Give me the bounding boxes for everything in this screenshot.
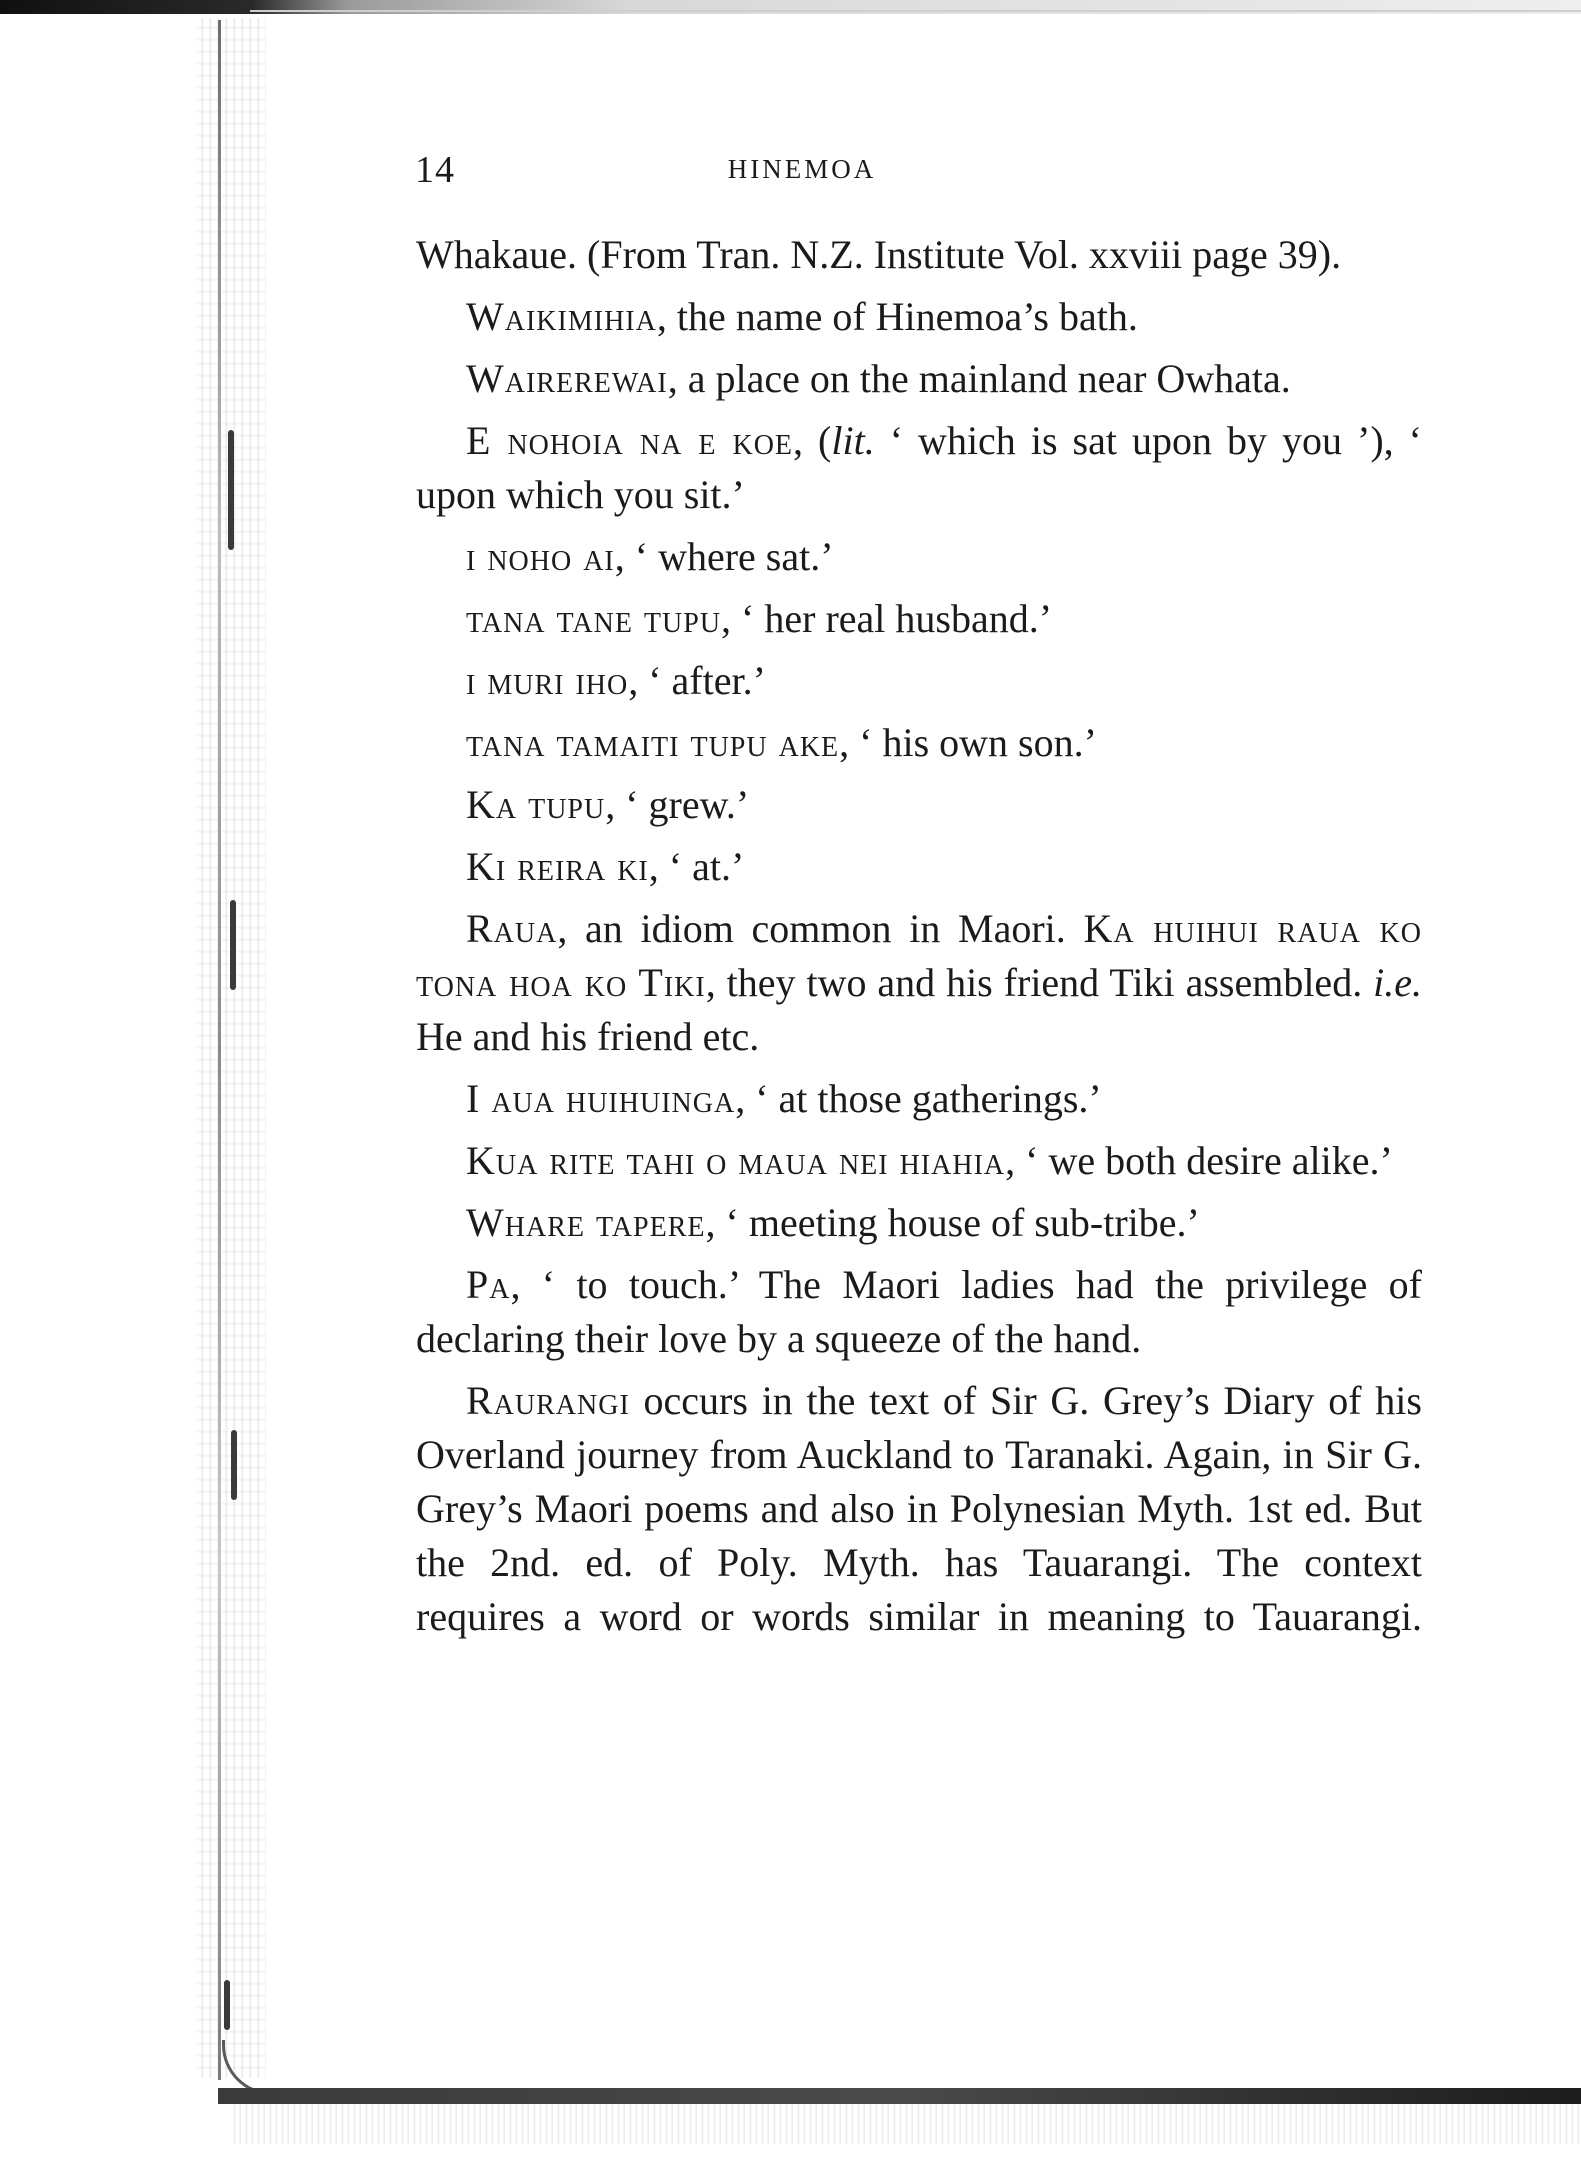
- maori-term: tana tamaiti tupu ake: [466, 720, 840, 765]
- glossary-entry: [416, 654, 1422, 708]
- entry-text: occurs in the text of Sir G. Grey’s Diary of his Overland journey from Auckland to Taranaki. Again, in Sir G. Grey’s Maori poems and also in Polynesian Myth. 1st ed. But the 2nd. ed. of Poly. Myth. has Tauarangi. The context requires a word or words similar in meaning to Tauarangi.: [416, 1378, 1422, 1639]
- glossary-entry: [416, 1374, 1422, 1644]
- entry-text: , ‘ his own son.’: [839, 720, 1097, 765]
- entry-text: , ‘ after.’: [628, 658, 766, 703]
- entry-text: , ‘ we both desire alike.’: [1005, 1138, 1393, 1183]
- glossary-entry: [416, 1134, 1422, 1188]
- glossary-entry: [416, 530, 1422, 584]
- maori-term: E nohoia na e koe: [466, 418, 794, 463]
- entry-text: , a place on the mainland near Owhata.: [667, 356, 1291, 401]
- page-corner-curl: [222, 2040, 285, 2095]
- glossary-entry: [416, 290, 1422, 344]
- glossary-entry: [416, 902, 1422, 1064]
- gutter-edge: [218, 20, 221, 2080]
- entry-text: , the name of Hinemoa’s bath.: [656, 294, 1138, 339]
- maori-term: Raua: [466, 906, 558, 951]
- entry-text: , ‘ meeting house of sub-tribe.’: [705, 1200, 1200, 1245]
- page-number: 14: [415, 149, 455, 191]
- entry-text: Whakaue. (From Tran. N.Z. Institute Vol. xxviii page 39).: [416, 232, 1342, 277]
- glossary-entry: [416, 228, 1422, 282]
- maori-term: Ka tupu: [466, 782, 606, 827]
- glossary-entry: [416, 716, 1422, 770]
- book-gutter: [196, 18, 266, 2078]
- entry-text: ‘ which is sat upon by you ’), ‘ upon which you sit.’: [416, 418, 1422, 517]
- entry-text: He and his friend etc.: [416, 1014, 760, 1059]
- entry-text: , ‘ her real husband.’: [721, 596, 1053, 641]
- maori-term: i noho ai: [466, 534, 615, 579]
- maori-term: Pa: [466, 1262, 511, 1307]
- glossary-entry: [416, 414, 1422, 522]
- entry-text: , ‘ grew.’: [605, 782, 750, 827]
- page-bottom-edge: [218, 2088, 1581, 2104]
- gutter-mark: [231, 1430, 237, 1500]
- page-top-line: [250, 10, 1581, 12]
- entry-text: , an idiom common in Maori.: [557, 906, 1084, 951]
- gutter-mark: [224, 1980, 230, 2030]
- glossary-entry: [416, 1072, 1422, 1126]
- glossary-entry: [416, 1258, 1422, 1366]
- entry-text: , ‘ to touch.’ The Maori ladies had the privilege of declaring their love by a squeeze of the hand.: [416, 1262, 1422, 1361]
- glossary-entry: [416, 592, 1422, 646]
- page-bottom-texture: [230, 2104, 1581, 2144]
- entry-text: , they two and his friend Tiki assembled.: [705, 960, 1374, 1005]
- running-head: HINEMOA: [727, 154, 877, 184]
- maori-term: Ka huihui raua ko tona hoa ko Tiki: [416, 906, 1422, 1005]
- maori-term: Whare tapere: [466, 1200, 706, 1245]
- entry-text: , ‘ at.’: [648, 844, 745, 889]
- glossary-text: [416, 228, 1422, 1652]
- maori-term: i muri iho: [466, 658, 629, 703]
- maori-term: I aua huihuinga: [466, 1076, 736, 1121]
- maori-term: Wairerewai: [466, 356, 668, 401]
- maori-term: Kua rite tahi o maua nei hiahia: [466, 1138, 1006, 1183]
- glossary-entry: [416, 778, 1422, 832]
- glossary-entry: [416, 1196, 1422, 1250]
- entry-text: , ‘ at those gatherings.’: [735, 1076, 1102, 1121]
- italic-text: lit.: [831, 418, 875, 463]
- maori-term: Raurangi: [466, 1378, 630, 1423]
- gutter-mark: [230, 900, 236, 990]
- glossary-entry: [416, 840, 1422, 894]
- italic-text: i.e.: [1373, 960, 1422, 1005]
- maori-term: tana tane tupu: [466, 596, 722, 641]
- gutter-mark: [228, 430, 234, 550]
- maori-term: Ki reira ki: [466, 844, 649, 889]
- entry-text: , ‘ where sat.’: [614, 534, 834, 579]
- glossary-entry: [416, 352, 1422, 406]
- page-header: [0, 148, 1581, 191]
- maori-term: Waikimihia: [466, 294, 657, 339]
- entry-text: , (: [793, 418, 832, 463]
